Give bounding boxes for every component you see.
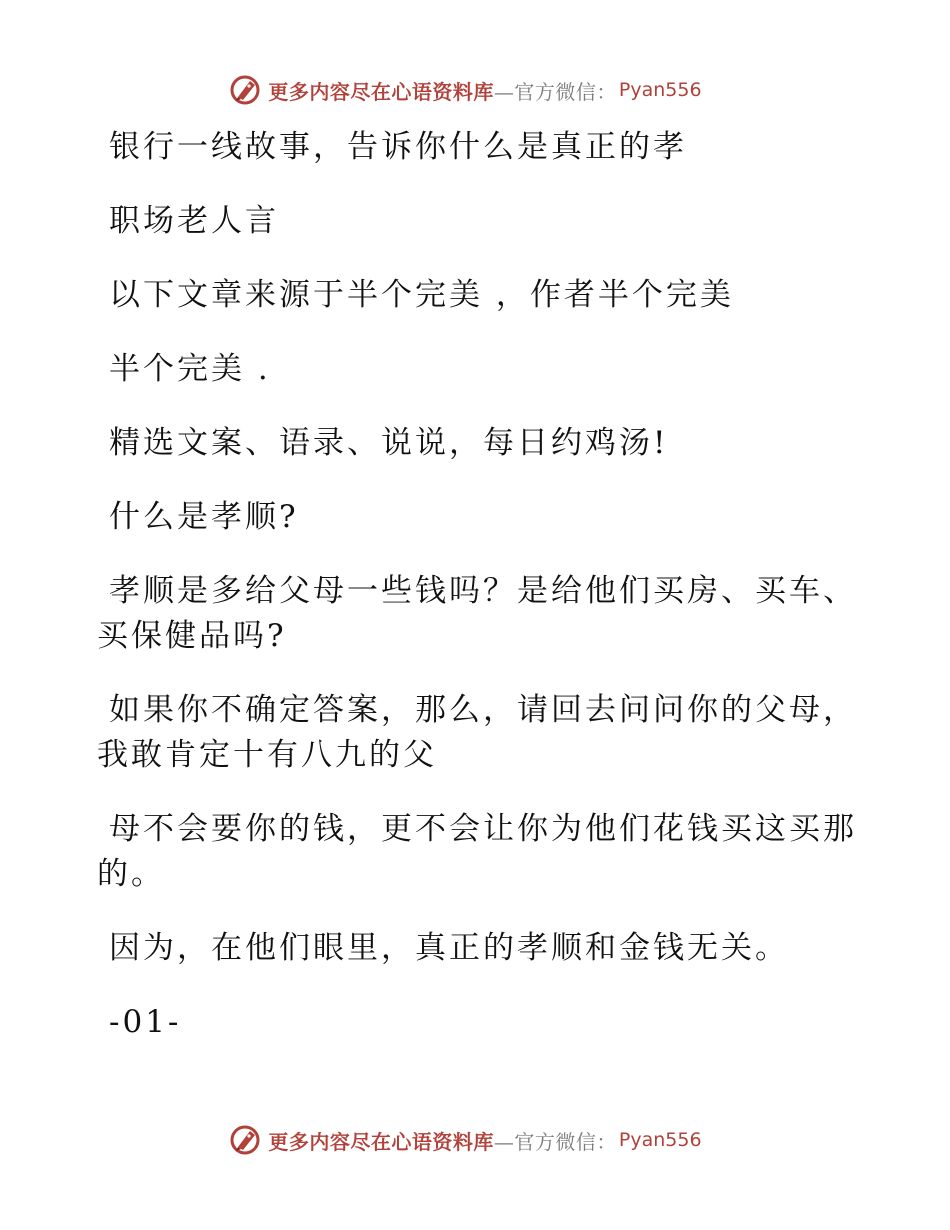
article-paragraph: 母不会要你的钱，更不会让你为他们花钱买这买那的。 [97,811,857,892]
article-source-name: 职场老人言 [109,203,279,239]
article-paragraph: 因为，在他们眼里，真正的孝顺和金钱无关。 [109,930,789,966]
article-paragraph: 什么是孝顺? [109,499,299,535]
banner-account-id: Pyan556 [618,1129,702,1151]
article-attribution: 以下文章来源于半个完美 ，作者半个完美 [109,277,734,313]
pen-nib-seal-icon [228,73,262,107]
banner-separator-text: —官方微信： [493,79,617,104]
section-number: -01- [109,1004,182,1040]
banner-account-id: Pyan556 [618,79,702,101]
article-title: 银行一线故事，告诉你什么是真正的孝 [109,129,687,165]
header-banner [0,70,950,110]
article-body [97,125,857,1074]
footer-banner [0,1120,950,1160]
banner-main-text: 更多内容尽在心语资料库 [268,79,494,104]
banner-separator-text: —官方微信： [493,1129,617,1154]
article-author: 半个完美 . [109,351,271,387]
banner-main-text: 更多内容尽在心语资料库 [268,1129,494,1154]
article-tagline: 精选文案、语录、说说，每日约鸡汤! [109,425,669,461]
article-paragraph: 如果你不确定答案，那么，请回去问问你的父母，我敢肯定十有八九的父 [97,692,857,773]
banner-content [228,1123,701,1157]
pen-nib-seal-icon [228,1123,262,1157]
article-paragraph: 孝顺是多给父母一些钱吗？是给他们买房、买车、买保健品吗? [97,573,857,654]
banner-content [228,73,701,107]
